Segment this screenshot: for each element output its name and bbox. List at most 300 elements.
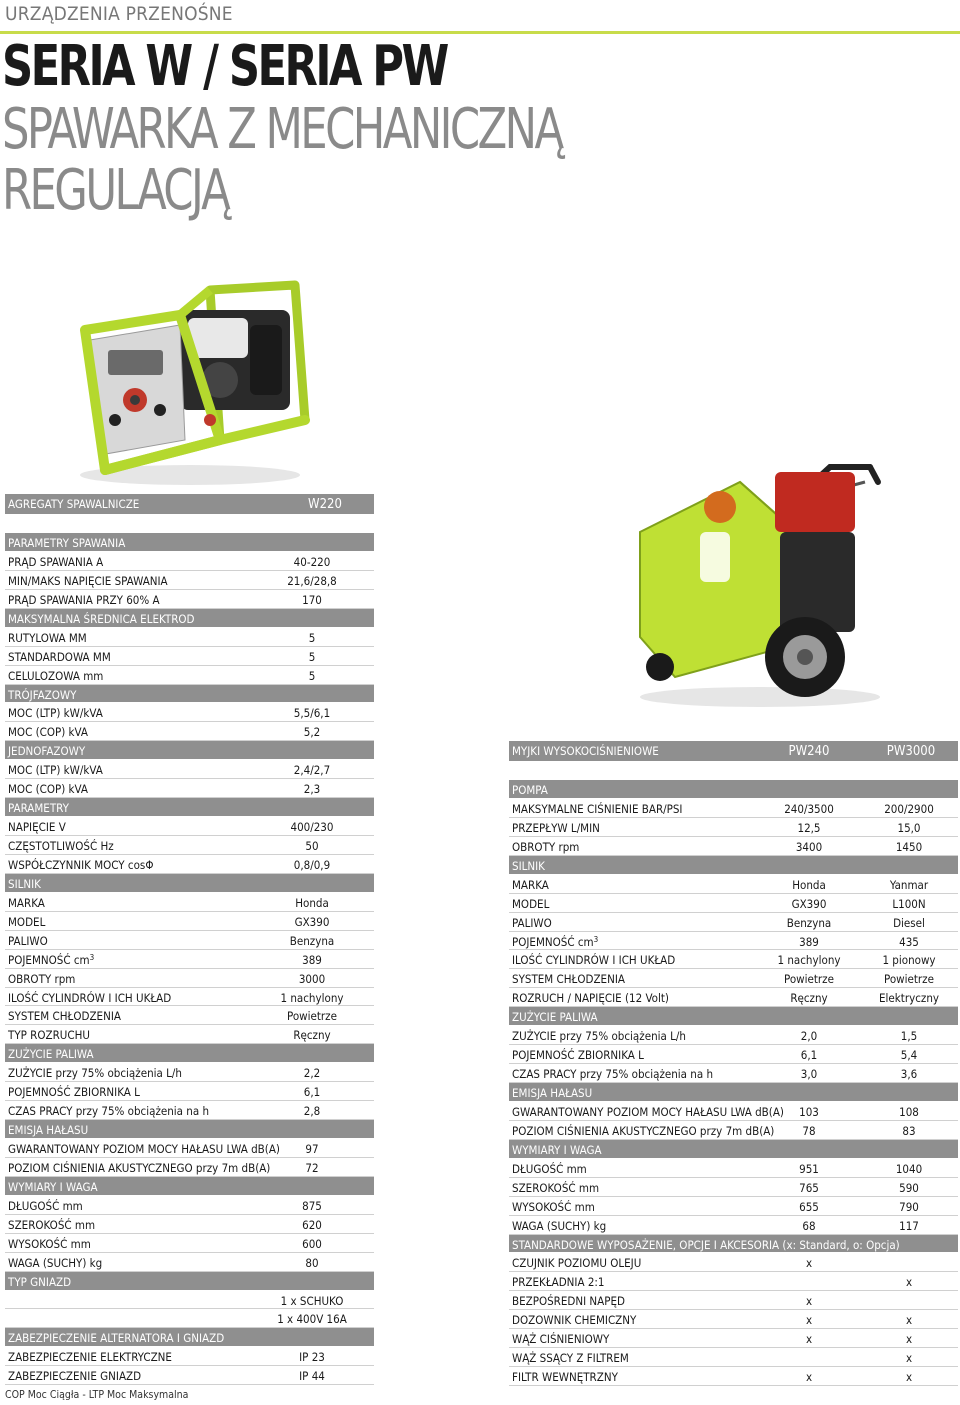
table-row: [5, 950, 374, 969]
spec-label-text: MODEL: [8, 914, 46, 929]
spec-value: Powietrze: [287, 1009, 337, 1024]
spec-value: 5,5/6,1: [293, 706, 331, 721]
spec-value-pw3000: x: [905, 1313, 913, 1328]
table-row: [5, 931, 374, 950]
table-row: [5, 1366, 374, 1385]
spec-value-pw240: 240/3500: [784, 801, 834, 816]
spec-label: [8, 1237, 91, 1251]
table-row: [5, 893, 374, 912]
spec-label-text: CZAS PRACY przy 75% obciążenia na h: [8, 1104, 210, 1119]
spec-label: [512, 1294, 625, 1308]
spec-label-text: PALIWO: [8, 933, 48, 948]
spec-label: [8, 915, 45, 929]
spec-value-pw3000: 15,0: [897, 820, 921, 835]
spec-label-text: WĄŻ CIŚNIENIOWY: [512, 1332, 610, 1347]
table-row: [509, 1291, 958, 1310]
spec-label-text: PRĄD SPAWANIA A: [8, 554, 104, 569]
spec-label: [512, 1048, 644, 1062]
spec-label: [8, 574, 168, 588]
spec-label-text: SZEROKOŚĆ mm: [512, 1180, 600, 1195]
spec-label-text: ZABEZPIECZENIE GNIAZD: [8, 1369, 142, 1384]
table-row: [5, 1234, 374, 1253]
spec-value: IP 23: [299, 1350, 325, 1365]
table-row: [509, 1121, 958, 1140]
spec-value: 2,2: [303, 1066, 321, 1081]
welder-model-label: W220: [308, 497, 342, 512]
spec-label: [512, 1029, 686, 1043]
spec-value-pw3000: Powietrze: [884, 972, 934, 987]
spec-label: [8, 593, 160, 607]
spec-label-text: POZIOM CIŚNIENIA AKUSTYCZNEGO przy 7m dB(A): [8, 1160, 271, 1175]
section-header: [509, 1083, 958, 1102]
section-label: TRÓJFAZOWY: [8, 687, 77, 702]
section-label: TYP GNIAZD: [8, 1274, 72, 1289]
washer-header-label: MYJKI WYSOKOCIŚNIENIOWE: [512, 744, 659, 758]
table-row: [5, 912, 374, 931]
section-header: [509, 1235, 958, 1254]
table-row: [5, 1082, 374, 1101]
page-title: SERIA W / SERIA PW: [2, 34, 447, 99]
spec-value: 0,8/0,9: [293, 857, 331, 872]
spec-label: [8, 839, 114, 853]
spec-label-text: WSPÓŁCZYNNIK MOCY cosΦ: [8, 857, 154, 872]
spec-label-text: WYSOKOŚĆ mm: [8, 1236, 91, 1251]
spec-label: [8, 820, 66, 834]
spec-label-text: MARKA: [512, 877, 549, 892]
spec-value-pw3000: 790: [899, 1199, 919, 1214]
spec-value-pw3000: x: [905, 1332, 913, 1347]
table-row: [5, 855, 374, 874]
welder-table-header: [5, 494, 374, 514]
spec-value: 170: [302, 592, 322, 607]
spec-label-text: PRĄD SPAWANIA PRZY 60% A: [8, 592, 160, 607]
spec-value-pw3000: L100N: [892, 896, 926, 911]
spec-label: [8, 669, 103, 683]
spec-label: [8, 1199, 83, 1213]
spec-label-text: ZABEZPIECZENIE ELEKTRYCZNE: [8, 1350, 172, 1365]
spec-label-text: BEZPOŚREDNI NAPĘD: [512, 1294, 625, 1309]
spec-label: [512, 1181, 599, 1195]
table-row: [509, 799, 958, 818]
spec-label: [8, 725, 88, 739]
section-header: [5, 1120, 374, 1139]
welder-header-label: AGREGATY SPAWALNICZE: [8, 497, 140, 511]
table-row: [5, 1253, 374, 1272]
table-row: [5, 988, 374, 1007]
spec-value-pw240: 78: [802, 1123, 816, 1138]
spec-label-text: DŁUGOŚĆ mm: [8, 1198, 83, 1213]
section-label: PARAMETRY SPAWANIA: [8, 536, 126, 550]
section-label: POMPA: [512, 783, 548, 797]
table-row: [509, 950, 958, 969]
spec-label-text: MODEL: [512, 896, 550, 911]
spec-value-pw3000: 200/2900: [884, 801, 934, 816]
table-row: [509, 913, 958, 932]
spec-value-pw240: 655: [799, 1199, 819, 1214]
spec-label-superscript: 3: [89, 952, 95, 962]
spec-value: Benzyna: [289, 933, 335, 948]
table-row: [5, 666, 374, 685]
table-row: [509, 818, 958, 837]
spec-label: [8, 972, 75, 986]
spec-label: [8, 1369, 141, 1383]
table-row: [5, 1309, 374, 1328]
spec-label: [512, 953, 675, 967]
spec-value: 5: [308, 649, 316, 664]
table-row: [509, 1178, 958, 1197]
spec-label-superscript: 3: [593, 934, 599, 944]
spec-value-pw240: 103: [799, 1104, 819, 1119]
table-row: [509, 1253, 958, 1272]
spec-value-pw3000: 1 pionowy: [882, 953, 936, 968]
table-row: [509, 1026, 958, 1045]
spec-label-text: DOZOWNIK CHEMICZNY: [512, 1313, 637, 1328]
spec-value: 5: [308, 630, 316, 645]
spec-label: [8, 631, 87, 645]
table-row: [5, 779, 374, 798]
table-row: [5, 1291, 374, 1310]
spec-label-text: GWARANTOWANY POZIOM MOCY HAŁASU LWA dB(A): [8, 1142, 280, 1156]
table-row: [5, 1347, 374, 1366]
table-row: [509, 1159, 958, 1178]
section-header: [5, 1044, 374, 1063]
spec-value: 97: [305, 1142, 319, 1156]
table-row: [509, 1348, 958, 1367]
spec-value-pw240: 951: [799, 1161, 819, 1176]
table-row: [509, 875, 958, 894]
spec-label-text: ZUŻYCIE przy 75% obciążenia L/h: [8, 1066, 182, 1081]
spec-value: 2,3: [303, 782, 321, 797]
spec-label: [8, 953, 94, 967]
section-label: SILNIK: [512, 858, 545, 873]
table-row: [5, 628, 374, 647]
table-row: [5, 1215, 374, 1234]
spec-label-text: RUTYLOWA MM: [8, 630, 87, 645]
table-row: [509, 1367, 958, 1386]
section-label: WYMIARY I WAGA: [512, 1142, 602, 1157]
spec-label-text: MOC (LTP) kW/kVA: [8, 763, 103, 778]
section-label: WYMIARY I WAGA: [8, 1179, 98, 1194]
spec-value: 80: [305, 1255, 319, 1270]
table-row: [509, 1310, 958, 1329]
spec-label: [8, 1256, 102, 1270]
table-row: [509, 1272, 958, 1291]
spec-value-pw3000: 1,5: [900, 1029, 918, 1044]
spec-value-pw240: 3400: [795, 839, 823, 854]
spec-value-pw3000: x: [905, 1370, 913, 1385]
table-row: [5, 817, 374, 836]
spec-label: [512, 1067, 713, 1081]
spec-value: GX390: [294, 914, 330, 929]
spec-value: 6,1: [303, 1085, 321, 1100]
spec-value: 620: [302, 1217, 322, 1232]
table-row: [5, 647, 374, 666]
spec-label: [8, 858, 153, 872]
washer-model-2: PW3000: [886, 744, 936, 759]
table-row: [5, 1139, 374, 1158]
spec-value: 50: [305, 839, 319, 853]
spec-label: [512, 1275, 604, 1289]
category-label: URZĄDZENIA PRZENOŚNE: [5, 3, 233, 25]
table-row: [509, 894, 958, 913]
spec-label: [8, 1085, 140, 1099]
spec-value-pw240: 765: [799, 1180, 819, 1195]
table-row: [5, 969, 374, 988]
table-row: [5, 571, 374, 590]
section-label: ZUŻYCIE PALIWA: [8, 1047, 94, 1062]
spec-value-pw3000: 83: [902, 1123, 916, 1138]
spec-value-pw240: x: [805, 1370, 813, 1385]
section-label: ZABEZPIECZENIE ALTERNATORA I GNIAZD: [8, 1331, 225, 1346]
section-label: STANDARDOWE WYPOSAŻENIE, OPCJE I AKCESORIA (x: Standard, o: Opcja): [512, 1237, 900, 1252]
spec-label: [512, 878, 549, 892]
spec-value-pw3000: 590: [899, 1180, 919, 1195]
section-label: ZUŻYCIE PALIWA: [512, 1010, 598, 1025]
spec-value: 2,4/2,7: [293, 763, 331, 778]
section-header: [5, 533, 374, 552]
spec-value-pw240: 1 nachylony: [777, 953, 841, 968]
spec-value-pw3000: 435: [899, 934, 919, 949]
spec-value-pw3000: x: [905, 1351, 913, 1366]
spec-label: [8, 1028, 90, 1042]
spec-value: 1 nachylony: [280, 990, 344, 1005]
spec-value-pw3000: 108: [899, 1104, 919, 1119]
table-row: [5, 1101, 374, 1120]
section-label: PARAMETRY: [8, 801, 69, 816]
spec-label: [8, 1066, 182, 1080]
spec-label: [8, 782, 88, 796]
table-row: [509, 1329, 958, 1348]
spec-label-text: PALIWO: [512, 915, 552, 930]
section-header: [509, 856, 958, 875]
table-row: [5, 722, 374, 741]
spec-value: IP 44: [299, 1369, 325, 1384]
spec-value-pw3000: 117: [899, 1218, 919, 1233]
spec-label-text: MIN/MAKS NAPIĘCIE SPAWANIA: [8, 573, 168, 588]
spec-value-pw240: 12,5: [797, 820, 821, 835]
spec-label: [512, 991, 669, 1005]
washer-model-1: PW240: [788, 744, 830, 759]
table-row: [509, 932, 958, 951]
spec-label: [512, 1219, 606, 1233]
spec-value: 3000: [298, 971, 326, 986]
spec-value-pw3000: 1450: [895, 839, 923, 854]
table-row: [509, 1197, 958, 1216]
spec-label-text: POJEMNOŚĆ cm: [8, 952, 90, 967]
table-row: [509, 1045, 958, 1064]
spec-value: 72: [305, 1160, 319, 1175]
spec-value: 5: [308, 668, 316, 683]
section-header: [509, 1140, 958, 1159]
spec-label: [8, 555, 103, 569]
spec-value: 21,6/28,8: [287, 573, 337, 588]
section-header: [5, 609, 374, 628]
spec-label: [512, 802, 682, 816]
spec-label-text: MOC (LTP) kW/kVA: [8, 706, 103, 721]
spec-label-text: SZEROKOŚĆ mm: [8, 1217, 96, 1232]
table-row: [5, 590, 374, 609]
spec-label: [8, 1104, 209, 1118]
spec-label-text: CZAS PRACY przy 75% obciążenia na h: [512, 1067, 714, 1082]
table-row: [509, 988, 958, 1007]
spec-label: [512, 897, 549, 911]
spec-value-pw3000: Diesel: [893, 915, 925, 930]
section-header: [509, 780, 958, 799]
section-header: [5, 1272, 374, 1291]
spec-label-text: FILTR WEWNĘTRZNY: [512, 1370, 618, 1385]
spec-label: [8, 1218, 95, 1232]
spec-label: [8, 706, 103, 720]
spec-value-pw240: 6,1: [800, 1048, 818, 1063]
spec-label-text: SYSTEM CHŁODZENIA: [512, 972, 625, 987]
spec-value-pw3000: Elektryczny: [879, 991, 939, 1006]
spec-value-pw240: 2,0: [800, 1029, 818, 1044]
section-label: JEDNOFAZOWY: [8, 744, 86, 759]
spec-value-pw3000: 5,4: [900, 1048, 918, 1063]
spec-label-text: OBROTY rpm: [512, 839, 580, 854]
spec-label: [512, 1370, 618, 1384]
spec-value-pw240: x: [805, 1332, 813, 1347]
spec-value: 40-220: [293, 554, 331, 569]
section-label: MAKSYMALNA ŚREDNICA ELEKTROD: [8, 611, 195, 626]
spec-value-pw3000: Yanmar: [889, 877, 929, 892]
spec-label-text: DŁUGOŚĆ mm: [512, 1161, 587, 1176]
table-row: [5, 1196, 374, 1215]
washer-spec-table: [509, 741, 958, 1386]
spec-label-text: POJEMNOŚĆ ZBIORNIKA L: [512, 1048, 644, 1063]
table-row: [5, 1063, 374, 1082]
spec-label-text: STANDARDOWA MM: [8, 649, 111, 664]
spec-value-pw240: Powietrze: [784, 972, 834, 987]
spec-label-text: MOC (COP) kVA: [8, 725, 88, 740]
spec-value-pw240: 3,0: [800, 1067, 818, 1082]
spec-label-text: WAGA (SUCHY) kg: [8, 1255, 103, 1270]
section-header: [5, 1328, 374, 1347]
spec-value-pw240: Ręczny: [790, 991, 828, 1006]
section-header: [5, 1177, 374, 1196]
spec-label: [8, 1142, 280, 1156]
spec-label-text: POJEMNOŚĆ ZBIORNIKA L: [8, 1085, 140, 1100]
spec-value-pw240: x: [805, 1256, 813, 1271]
table-row: [5, 1158, 374, 1177]
spec-label-text: ILOŚĆ CYLINDRÓW I ICH UKŁAD: [8, 990, 172, 1005]
spec-value-pw240: x: [805, 1313, 813, 1328]
spec-value: Honda: [295, 895, 329, 910]
spec-label: [8, 763, 103, 777]
section-label: EMISJA HAŁASU: [8, 1123, 89, 1138]
spec-value: 400/230: [290, 820, 334, 835]
spec-value-pw3000: x: [905, 1275, 913, 1290]
spec-label-text: MARKA: [8, 895, 45, 910]
spec-label-text: CZUJNIK POZIOMU OLEJU: [512, 1256, 642, 1271]
spec-label: [512, 1162, 587, 1176]
table-row: [5, 1006, 374, 1025]
spec-label: [8, 934, 48, 948]
spec-value-pw240: 68: [802, 1218, 816, 1233]
page-subtitle-line2: REGULACJĄ: [2, 158, 229, 223]
spec-value: 2,8: [303, 1104, 321, 1119]
spec-value-pw240: x: [805, 1294, 813, 1309]
welder-spec-table: [5, 494, 374, 1385]
section-header: [5, 798, 374, 817]
spec-label: [512, 1256, 641, 1270]
spec-label-text: TYP ROZRUCHU: [8, 1028, 90, 1043]
table-row: [509, 1102, 958, 1121]
table-row: [5, 836, 374, 855]
section-header: [5, 874, 374, 893]
spec-label: [8, 1350, 172, 1364]
spec-value-pw240: GX390: [791, 896, 827, 911]
spec-label-text: CELULOZOWA mm: [8, 668, 104, 683]
washer-table-header: [509, 741, 958, 761]
table-row: [5, 514, 374, 533]
spec-label: [8, 1161, 270, 1175]
section-header: [5, 685, 374, 704]
spec-value: 875: [302, 1198, 322, 1213]
footnote: COP Moc Ciągła - LTP Moc Maksymalna: [5, 1389, 189, 1401]
spec-label-text: PRZEPŁYW L/MIN: [512, 820, 600, 835]
spec-value: 600: [302, 1236, 322, 1251]
spec-label: [8, 991, 171, 1005]
spec-label-text: NAPIĘCIE V: [8, 820, 66, 835]
spec-label-text: ROZRUCH / NAPIĘCIE (12 Volt): [512, 991, 669, 1006]
spec-value: 1 x 400V 16A: [277, 1312, 347, 1327]
spec-value: 1 x SCHUKO: [280, 1293, 344, 1308]
section-label: SILNIK: [8, 876, 41, 891]
spec-value-pw3000: 3,6: [900, 1067, 918, 1082]
spec-label-text: PRZEKŁADNIA 2:1: [512, 1275, 605, 1290]
spec-label: [512, 1313, 636, 1327]
spec-label: [512, 1200, 595, 1214]
spec-value: 5,2: [303, 725, 321, 740]
spec-label-text: MOC (COP) kVA: [8, 782, 88, 797]
page-subtitle-line1: SPAWARKA Z MECHANICZNĄ: [2, 97, 562, 162]
section-label: EMISJA HAŁASU: [512, 1086, 593, 1100]
spec-label: [512, 1124, 774, 1138]
table-row: [5, 1025, 374, 1044]
spec-label-text: SYSTEM CHŁODZENIA: [8, 1009, 121, 1024]
spec-label: [512, 821, 600, 835]
spec-label: [512, 1351, 629, 1365]
spec-label-text: POZIOM CIŚNIENIA AKUSTYCZNEGO przy 7m dB(A): [512, 1123, 775, 1138]
spec-label: [512, 972, 625, 986]
table-row: [509, 761, 958, 780]
section-header: [509, 1007, 958, 1026]
spec-label: [8, 650, 111, 664]
spec-label: [8, 896, 45, 910]
spec-value-pw3000: 1040: [895, 1161, 923, 1176]
spec-label-text: WĄŻ SSĄCY Z FILTREM: [512, 1351, 629, 1366]
table-row: [5, 552, 374, 571]
spec-label-text: CZĘSTOTLIWOŚĆ Hz: [8, 839, 114, 853]
spec-value: 389: [302, 952, 322, 967]
spec-label-text: ZUŻYCIE przy 75% obciążenia L/h: [512, 1029, 686, 1044]
table-row: [5, 703, 374, 722]
spec-label: [512, 916, 552, 930]
welder-generator-image: [60, 270, 315, 490]
spec-label-text: POJEMNOŚĆ cm: [512, 934, 594, 949]
spec-value-pw240: Honda: [792, 877, 826, 892]
table-row: [509, 969, 958, 988]
spec-value: Ręczny: [293, 1028, 331, 1043]
spec-label: [512, 1105, 784, 1119]
spec-label-text: WYSOKOŚĆ mm: [512, 1199, 595, 1214]
spec-value-pw240: 389: [799, 934, 819, 949]
spec-label: [512, 840, 579, 854]
spec-label-text: WAGA (SUCHY) kg: [512, 1218, 607, 1233]
table-row: [509, 1064, 958, 1083]
spec-label-text: MAKSYMALNE CIŚNIENIE BAR/PSI: [512, 801, 683, 816]
